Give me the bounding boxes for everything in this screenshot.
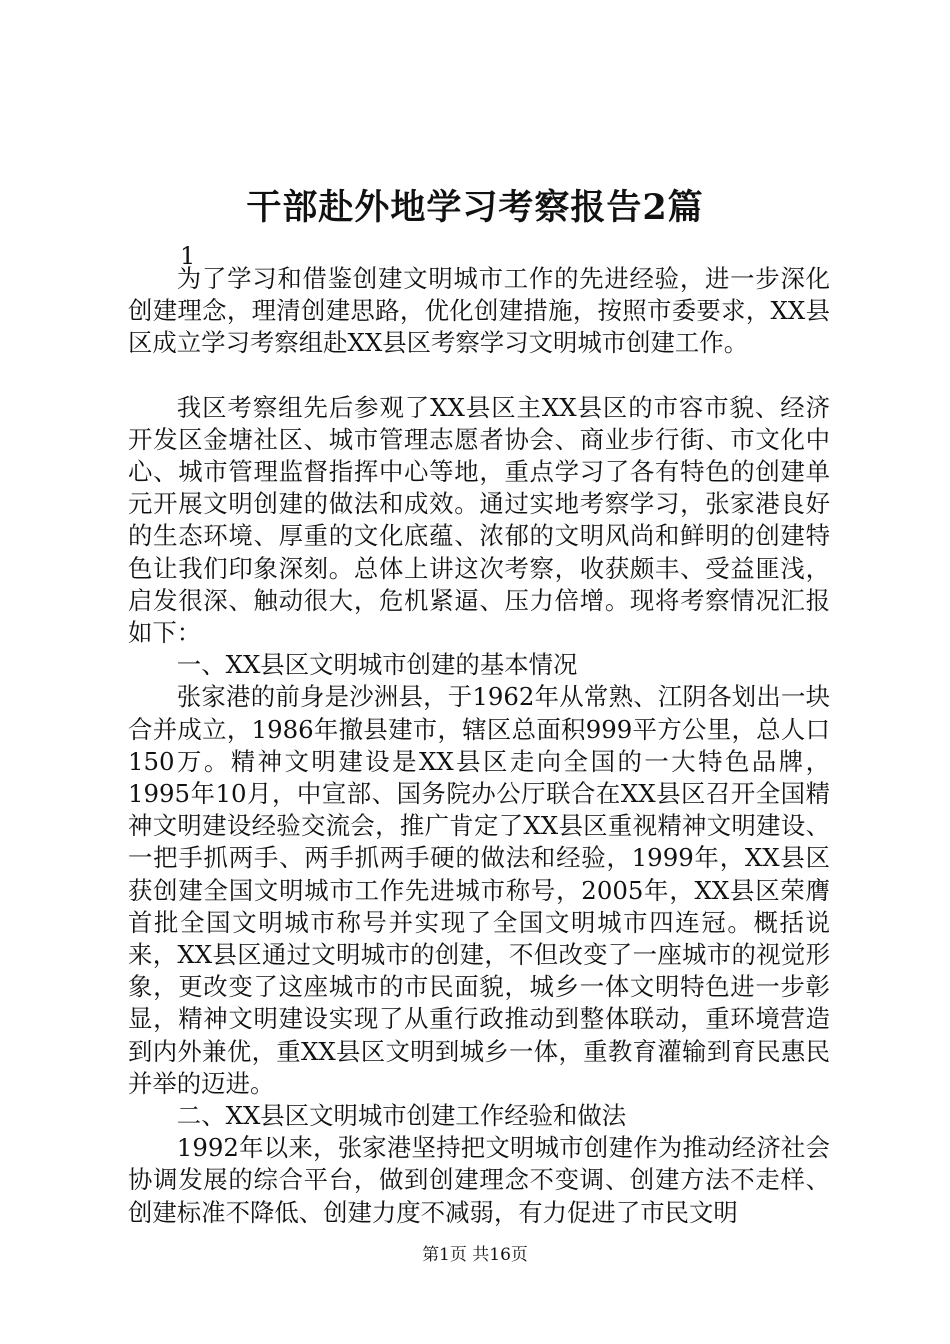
paragraph-experience: 1992年以来，张家港坚持把文明城市创建作为推动经济社会协调发展的综合平台，做到创建理念不变调、创建方法不走样、创建标准不降低、创建力度不减弱，有力促进了市民文明 — [128, 1133, 830, 1227]
section-number: 1 — [180, 242, 196, 270]
page-footer: 第1页 共16页 — [422, 1245, 528, 1265]
paragraph-visit-summary: 我区考察组先后参观了XX县区主XX县区的市容市貌、经济开发区金塘社区、城市管理志愿者协会、商业步行街、市文化中心、城市管理监督指挥中心等地，重点学习了各有特色的创建单元开展文明创建的做法和成效。通过实地考察学习，张家港良好的生态环境、厚重的文化底蕴、浓郁的文明风尚和鲜明的创建特色让我们印象深刻。总体上讲这次考察，收获颇丰、受益匪浅，启发很深、触动很大，危机紧逼、压力倍增。现将考察情况汇报如下： — [128, 392, 830, 648]
section-heading-2: 二、XX县区文明城市创建工作经验和做法 — [176, 1101, 627, 1131]
document-title: 干部赴外地学习考察报告2篇 — [246, 187, 704, 228]
paragraph-intro: 为了学习和借鉴创建文明城市工作的先进经验，进一步深化创建理念，理清创建思路，优化创建措施，按照市委要求，XX县区成立学习考察组赴XX县区考察学习文明城市创建工作。 — [128, 264, 830, 358]
section-heading-1: 一、XX县区文明城市创建的基本情况 — [176, 650, 578, 680]
paragraph-basic-situation: 张家港的前身是沙洲县，于1962年从常熟、江阴各划出一块合并成立，1986年撤县建市，辖区总面积999平方公里，总人口150万。精神文明建设是XX县区走向全国的一大特色品牌，1995年10月，中宣部、国务院办公厅联合在XX县区召开全国精神文明建设经验交流会，推广肯定了XX县区重视精神文明建设、一把手抓两手、两手抓两手硬的做法和经验，1999年，XX县区获创建全国文明城市工作先进城市称号，2005年，XX县区荣膺首批全国文明城市称号并实现了全国文明城市四连冠。概括说来，XX县区通过文明城市的创建，不但改变了一座城市的视觉形象，更改变了这座城市的市民面貌，城乡一体文明特色进一步彰显，精神文明建设实现了从重行政推动到整体联动，重环境营造到内外兼优，重XX县区文明到城乡一体，重教育灌输到育民惠民并举的迈进。 — [128, 682, 830, 1098]
document-body — [128, 263, 830, 1229]
